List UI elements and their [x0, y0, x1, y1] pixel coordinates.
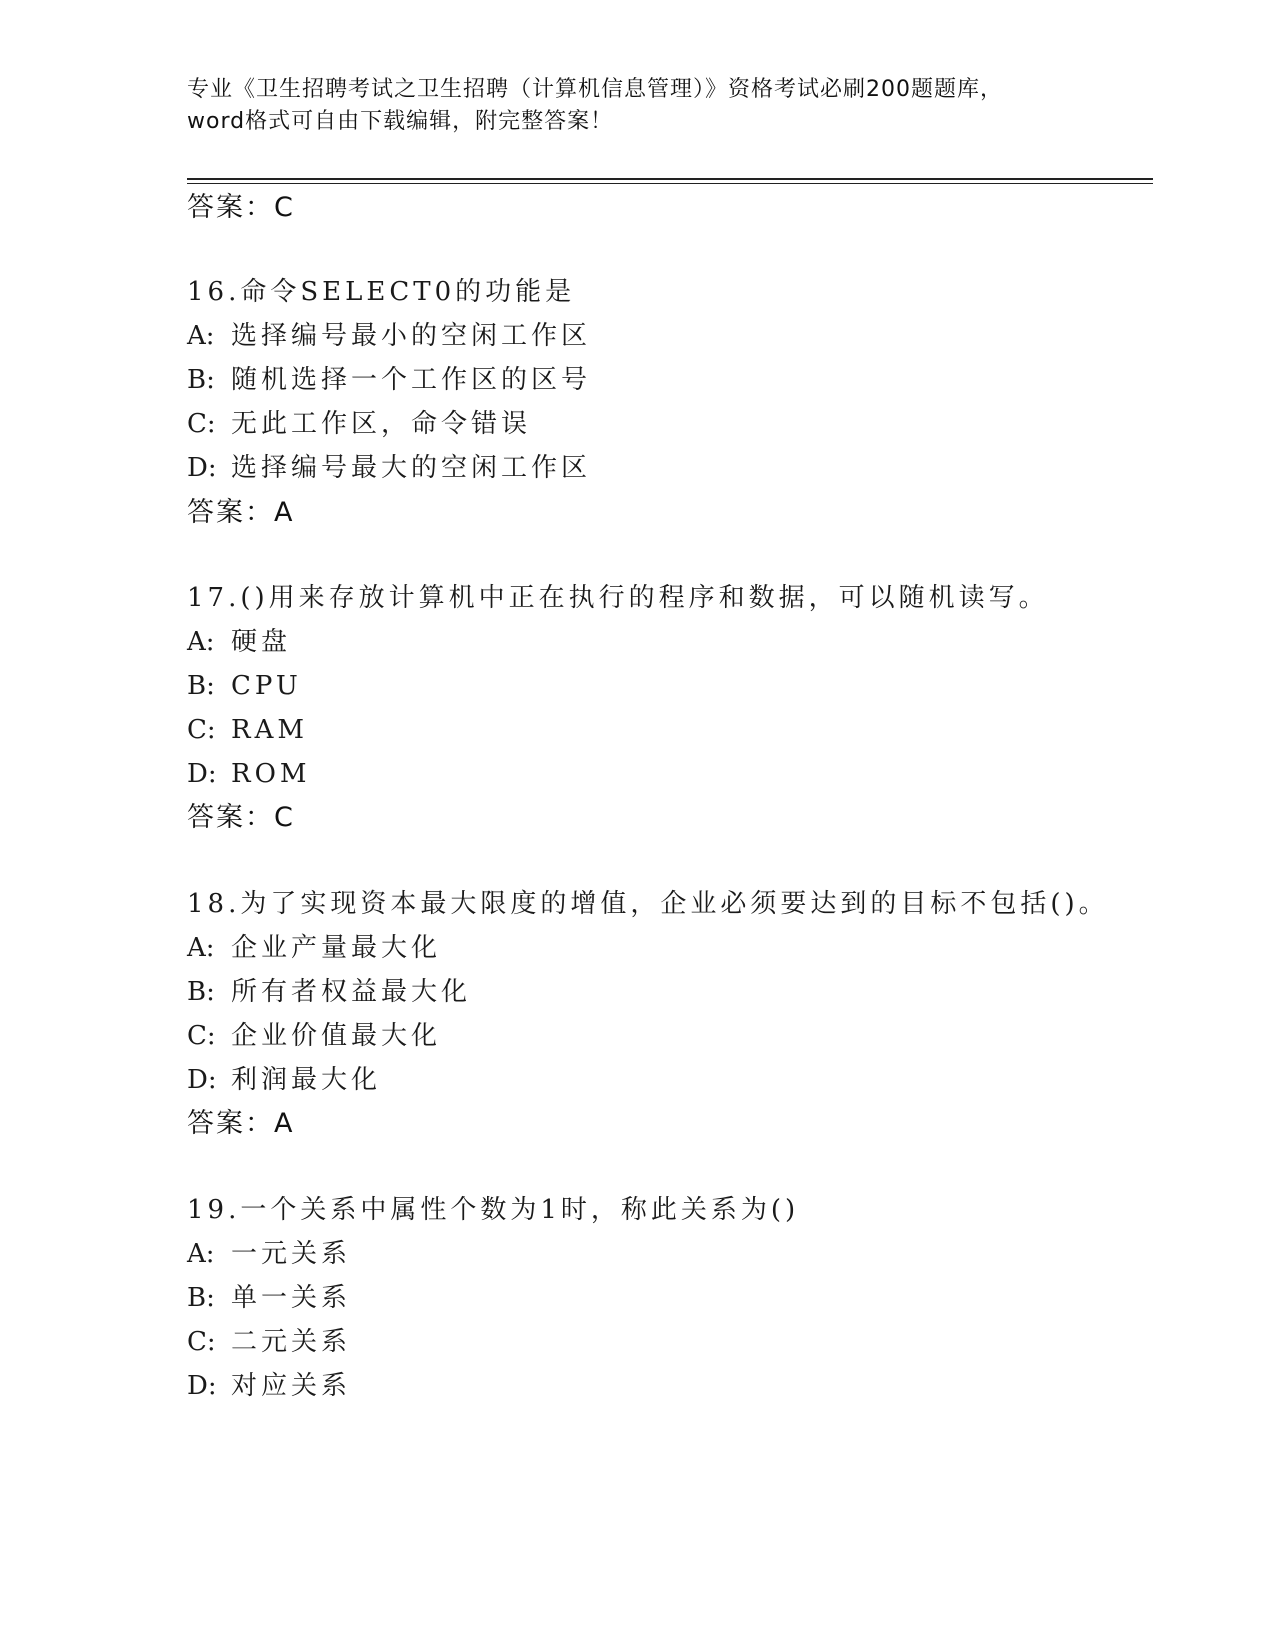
option-text: 选择编号最大的空闲工作区: [231, 453, 592, 483]
option-letter: D:: [187, 1371, 217, 1401]
option-letter: B:: [187, 977, 215, 1007]
header-line-1: 专业《卫生招聘考试之卫生招聘（计算机信息管理）》资格考试必刷200题题库，: [187, 77, 1003, 102]
option-text: 选择编号最小的空闲工作区: [231, 321, 592, 351]
option-letter: C:: [187, 1021, 216, 1051]
option-b: [187, 670, 302, 702]
option-text: 随机选择一个工作区的区号: [231, 365, 592, 395]
option-d: [187, 1370, 351, 1402]
question-stem: 18.为了实现资本最大限度的增值，企业必须要达到的目标不包括()。: [187, 889, 1109, 919]
option-letter: A:: [187, 1239, 215, 1269]
option-c: [187, 1326, 351, 1358]
question-stem: 16.命令SELECT0的功能是: [187, 277, 576, 307]
option-text: 无此工作区，命令错误: [231, 409, 532, 439]
option-d: [187, 758, 311, 790]
answer-line: 答案：A: [187, 1108, 295, 1139]
option-text: 所有者权益最大化: [231, 977, 472, 1007]
option-letter: D:: [187, 453, 217, 483]
option-b: [187, 976, 471, 1008]
option-letter: B:: [187, 671, 215, 701]
question-stem: 19.一个关系中属性个数为1时，称此关系为(): [187, 1195, 800, 1225]
option-d: [187, 1064, 381, 1096]
option-text: 硬盘: [231, 627, 292, 657]
answer-line: 答案：A: [187, 497, 295, 528]
option-letter: D:: [187, 759, 217, 789]
option-text: CPU: [231, 671, 302, 701]
option-c: [187, 1020, 441, 1052]
document-header: [187, 74, 1087, 138]
option-b: [187, 1282, 351, 1314]
option-a: [187, 932, 441, 964]
option-a: [187, 1238, 351, 1270]
option-letter: B:: [187, 365, 215, 395]
option-text: 对应关系: [231, 1371, 352, 1401]
option-b: [187, 364, 591, 396]
option-letter: A:: [187, 321, 215, 351]
option-letter: C:: [187, 409, 216, 439]
option-text: 一元关系: [231, 1239, 352, 1269]
option-text: ROM: [231, 759, 311, 789]
option-letter: A:: [187, 627, 215, 657]
option-text: 二元关系: [231, 1327, 352, 1357]
option-text: 单一关系: [231, 1283, 352, 1313]
option-text: 企业产量最大化: [231, 933, 442, 963]
answer-line: 答案：C: [187, 802, 295, 833]
header-divider-thick: [187, 178, 1153, 180]
option-letter: C:: [187, 1327, 216, 1357]
header-divider-thin: [187, 183, 1153, 184]
option-d: [187, 452, 591, 484]
option-letter: C:: [187, 715, 216, 745]
option-letter: D:: [187, 1065, 217, 1095]
option-a: [187, 320, 591, 352]
option-text: 企业价值最大化: [231, 1021, 442, 1051]
option-letter: B:: [187, 1283, 215, 1313]
option-text: RAM: [231, 715, 308, 745]
option-c: [187, 408, 531, 440]
question-stem: 17.()用来存放计算机中正在执行的程序和数据，可以随机读写。: [187, 583, 1049, 613]
option-text: 利润最大化: [231, 1065, 382, 1095]
option-c: [187, 714, 308, 746]
option-letter: A:: [187, 933, 215, 963]
answer-line: 答案：C: [187, 192, 295, 223]
header-line-2: word格式可自由下载编辑，附完整答案！: [187, 109, 614, 134]
option-a: [187, 626, 291, 658]
